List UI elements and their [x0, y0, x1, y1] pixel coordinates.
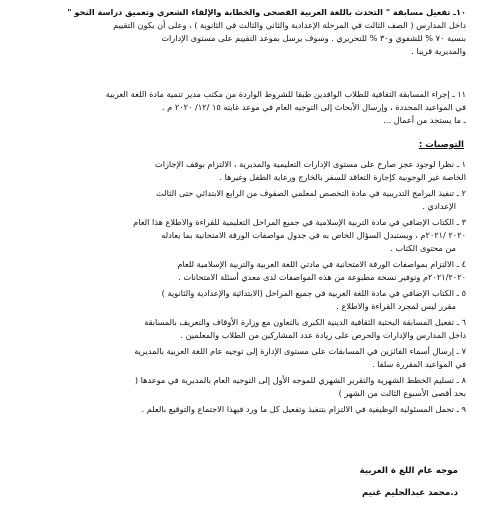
recommendation-line: بحد أقصى الأسبوع الثالث من الشهر ) — [338, 388, 466, 399]
recommendation-line: مقرر ليس لمجرد القراءة والاطلاع . — [336, 301, 456, 312]
item-11-line: ـ ما يستجد من أعمال ... — [383, 115, 466, 125]
recommendation-line: داخل المدارس والإدارات والحرص على زيادة عدد المشاركين من الطلاب والمعلمين . — [180, 330, 466, 341]
recommendation-item — [14, 374, 466, 400]
recommendation-line: الخاصة غير الوجوبية كإجازة التعاقد للسفر بالخارج ورعاية الطفل وغيرها . — [219, 172, 466, 183]
item-10-paragraph — [14, 6, 466, 19]
item-10-line: والمديرية قريبا . — [411, 46, 466, 56]
recommendation-item — [14, 316, 466, 342]
recommendation-item — [14, 258, 466, 284]
recommendation-item — [14, 287, 466, 313]
recommendation-line: ٩ ـ تحمل المسئولية الوظيفية في الالتزام بتنفيذ وتفعيل كل ما ورد فيهذا الاجتماع والتوقيع بالعلم . — [141, 404, 466, 415]
recommendation-line: ٨ ـ تسليم الخطط الشهرية والتقرير الشهري للموجه الأول إلى التوجيه العام بالمديرية في موعدها ( — [134, 375, 466, 386]
recommendation-line: ٢ ـ تنفيذ البرامج التدريبية في مادة التخصص لمعلمي الصفوف من الرابع الابتدائي حتى الثالث — [156, 188, 466, 198]
signature-title: موجه عام اللغ ة العربية — [359, 466, 458, 476]
signature-name: د.محمد عبدالحليم غنيم — [362, 488, 458, 498]
recommendation-line: في المواعيد المقررة سلفا . — [371, 359, 466, 370]
item-11-line: في المواعيد المحددة ، وإرسال الأبحاث إلى التوجيه العام في موعد غايته ١٥ /١٢/ ٢٠٢٠ م . — [161, 102, 466, 112]
recommendation-item — [14, 345, 466, 371]
recommendation-line: ٥ ـ الكتاب الإضافي في مادة اللغة العربية في جميع المراحل (الابتدائية والإعدادية والثانوية ) — [161, 288, 466, 299]
recommendation-line: ٢٠٢١/٢٠٢٠م وتوفير نسخة مطبوعة من هذه المواصفات لدى معدي أسئلة الامتحانات . — [178, 272, 466, 283]
recommendation-line: من محتوى الكتاب . — [390, 243, 456, 254]
recommendations-list — [14, 158, 466, 419]
recommendation-line: الإعدادي . — [422, 201, 456, 212]
recommendation-line: ١ ـ نظرا لوجود عجز صارخ على مستوى الإدارات التعليمية والمديرية ، الالتزام بوقف الإجازات — [154, 159, 466, 169]
recommendation-item — [14, 403, 466, 416]
recommendation-line: ٣ ـ الكتاب الإضافي في مادة التربية الإسلامية في جميع المراحل التعليمية للقراءة والاطلاع هذا العام — [133, 217, 466, 227]
item-10-line: ١٠ـ تفعيل مسابقة " التحدث باللغة العربية الفصحى والخطابة والإلقاء الشعري وتعميق دراسة النحو " — [67, 7, 466, 17]
item-11-paragraph — [14, 88, 466, 127]
recommendations-heading: التوصيات : — [418, 140, 464, 150]
recommendation-item — [14, 187, 466, 213]
recommendation-line: ٧ ـ إرسال أسماء الفائزين في المسابقات على مستوى الإدارة إلى توجيه عام اللغة العربية بالمديرية — [134, 346, 466, 357]
recommendation-line: ٦ ـ تفعيل المسابقة البحثية الثقافية الدينية الكبرى بالتعاون مع وزارة الأوقاف والتعريف بالمسابقة — [144, 317, 466, 328]
item-10-continuation — [14, 19, 466, 58]
item-10-line: داخل المدارس ( الصف الثالث في المرحلة الإعدادية والثاني والثالث في الثانوية ) ، وعلى أن يكون التقييم — [113, 20, 466, 30]
recommendation-line: ٢٠٢٠ /٢٠٢١م ، ويستبدل السؤال الخاص به في جدول مواصفات الورقة الامتحانية بما يعادله — [161, 230, 466, 241]
recommendation-line: ٤ ـ الالتزام بمواصفات الورقة الامتحانية في مادتي اللغة العربية والتربية الإسلامية للعام — [177, 259, 466, 270]
recommendation-item — [14, 158, 466, 184]
item-10-line: بنسبة ٧٠ % للشفوي و٣٠ % للتحريري . وسوف يرسل بموعد التقييم على مستوى الإدارات — [161, 33, 466, 43]
item-11-line: ١١ ـ إجراء المسابقة الثقافية للطلاب الوافدين طبقا للشروط الواردة من مكتب مدير تنمية مادة اللغة العربية — [105, 89, 466, 99]
recommendation-item — [14, 216, 466, 256]
